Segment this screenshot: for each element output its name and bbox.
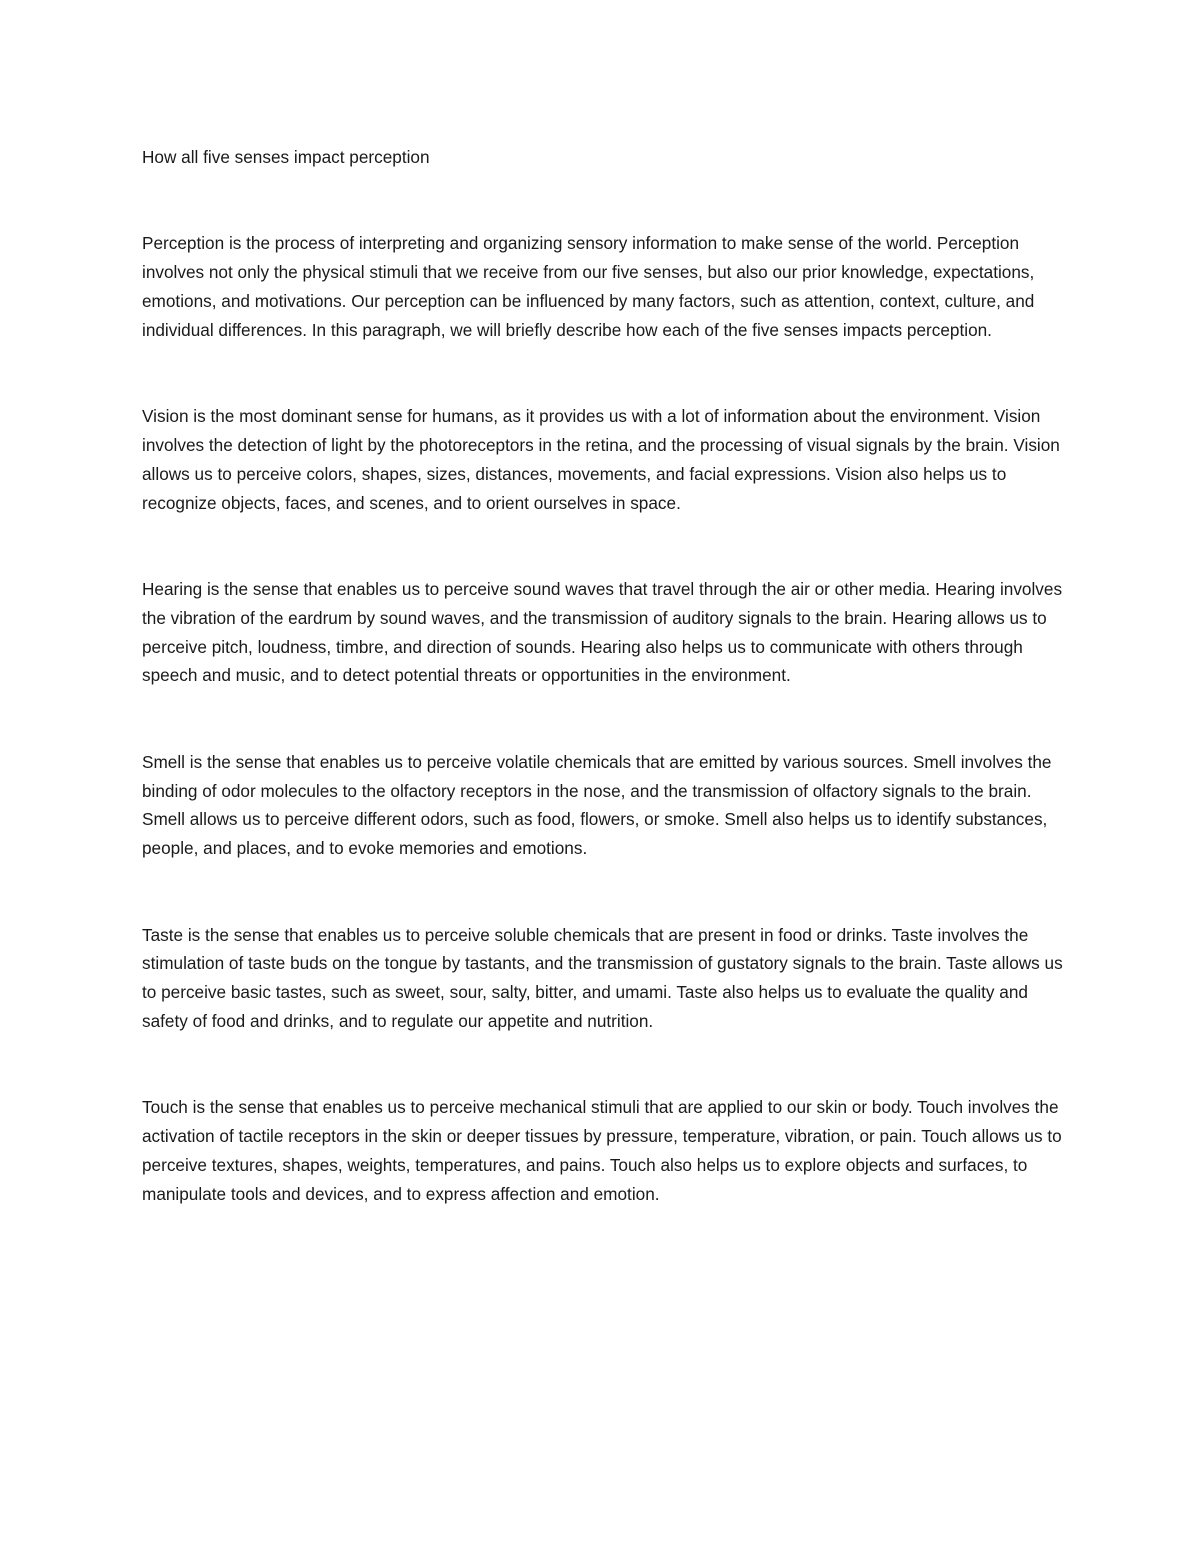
document-body xyxy=(142,143,1067,1266)
paragraph-hearing: Hearing is the sense that enables us to perceive sound waves that travel through the air or other media. Hearing involves the vibration of the eardrum by sound waves, and the transmission of auditory signals to the brain. Hearing allows us to perceive pitch, loudness, timbre, and direction of sounds. Hearing also helps us to communicate with others through speech and music, and to detect potential threats or opportunities in the environment. xyxy=(142,578,1063,686)
paragraph-taste: Taste is the sense that enables us to perceive soluble chemicals that are present in food or drinks. Taste involves the stimulation of taste buds on the tongue by tastants, and the transmission of gustatory signals to the brain. Taste allows us to perceive basic tastes, such as sweet, sour, salty, bitter, and umami. Taste also helps us to evaluate the quality and safety of food and drinks, and to regulate our appetite and nutrition. xyxy=(142,924,1063,1031)
document-title: How all five senses impact perception xyxy=(142,147,430,167)
paragraph-vision: Vision is the most dominant sense for humans, as it provides us with a lot of information about the environment. Vision involves the detection of light by the photoreceptors in the retina, and the processing of visual signals by the brain. Vision allows us to perceive colors, shapes, sizes, distances, movements, and facial expressions. Vision also helps us to recognize objects, faces, and scenes, and to orient ourselves in space. xyxy=(142,406,1060,513)
paragraph-introduction: Perception is the process of interpreting and organizing sensory information to make sense of the world. Perception involves not only the physical stimuli that we receive from our five senses, but also our prior knowledge, expectations, emotions, and motivations. Our perception can be influenced by many factors, such as attention, context, culture, and individual differences. In this paragraph, we will briefly describe how each of the five senses impacts perception. xyxy=(142,233,1035,340)
paragraph-touch: Touch is the sense that enables us to perceive mechanical stimuli that are applied to our skin or body. Touch involves the activation of tactile receptors in the skin or deeper tissues by pressure, temperature, vibration, or pain. Touch allows us to perceive textures, shapes, weights, temperatures, and pains. Touch also helps us to explore objects and surfaces, to manipulate tools and devices, and to express affection and emotion. xyxy=(142,1097,1062,1204)
paragraph-smell: Smell is the sense that enables us to perceive volatile chemicals that are emitted by various sources. Smell involves the binding of odor molecules to the olfactory receptors in the nose, and the transmission of olfactory signals to the brain. Smell allows us to perceive different odors, such as food, flowers, or smoke. Smell also helps us to identify substances, people, and places, and to evoke memories and emotions. xyxy=(142,751,1052,859)
